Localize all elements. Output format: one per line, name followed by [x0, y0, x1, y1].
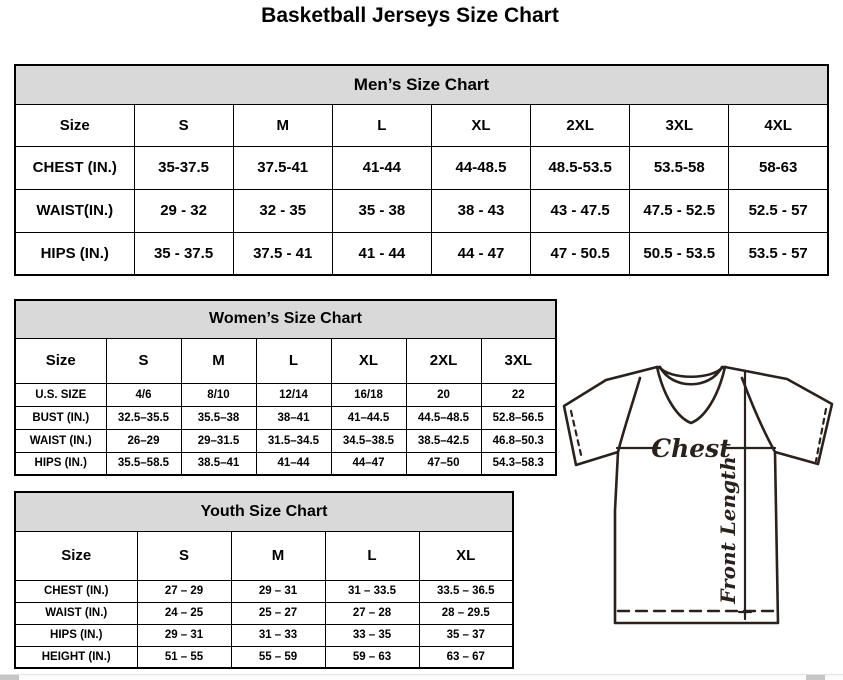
- table-cell: 32.5–35.5: [106, 406, 181, 429]
- row-label: BUST (IN.): [15, 406, 106, 429]
- table-cell: 28 – 29.5: [419, 602, 513, 624]
- table-cell: 29–31.5: [181, 429, 256, 452]
- table-cell: 29 – 31: [137, 624, 231, 646]
- jersey-left-seam: [618, 378, 640, 452]
- table-cell: 26–29: [106, 429, 181, 452]
- table-cell: 55 – 59: [231, 646, 325, 668]
- column-header: S: [134, 104, 233, 146]
- table-cell: 38–41: [256, 406, 331, 429]
- table-row: [15, 646, 513, 668]
- table-cell: 47–50: [406, 452, 481, 475]
- table-cell: 8/10: [181, 383, 256, 406]
- table-cell: 51 – 55: [137, 646, 231, 668]
- table-row: [15, 602, 513, 624]
- table-cell: 35.5–38: [181, 406, 256, 429]
- table-cell: 53.5-58: [630, 146, 729, 189]
- table-cell: 35 - 37.5: [134, 232, 233, 275]
- table-cell: 33.5 – 36.5: [419, 580, 513, 602]
- row-label: HIPS (IN.): [15, 232, 134, 275]
- column-header: 2XL: [406, 338, 481, 383]
- table-cell: 27 – 29: [137, 580, 231, 602]
- table-row: [15, 624, 513, 646]
- table-cell: 35-37.5: [134, 146, 233, 189]
- table-cell: 35.5–58.5: [106, 452, 181, 475]
- scrollbar-left-button[interactable]: [0, 675, 19, 680]
- table-row: [15, 452, 556, 475]
- row-label: U.S. SIZE: [15, 383, 106, 406]
- table-title: Men’s Size Chart: [15, 65, 828, 104]
- front-length-label: Front Length: [716, 456, 740, 604]
- table-cell: 54.3–58.3: [481, 452, 556, 475]
- table-cell: 12/14: [256, 383, 331, 406]
- column-header: 3XL: [630, 104, 729, 146]
- column-header: L: [256, 338, 331, 383]
- table-cell: 52.8–56.5: [481, 406, 556, 429]
- table-row: [15, 146, 828, 189]
- table-cell: 31.5–34.5: [256, 429, 331, 452]
- table-cell: 16/18: [331, 383, 406, 406]
- table-cell: 53.5 - 57: [729, 232, 828, 275]
- jersey-measurement-diagram: [556, 360, 843, 630]
- table-cell: 48.5-53.5: [531, 146, 630, 189]
- table-cell: 32 - 35: [233, 189, 332, 232]
- column-header: L: [332, 104, 431, 146]
- jersey-outline: [564, 367, 832, 623]
- chest-label: Chest: [651, 434, 731, 463]
- table-cell: 44.5–48.5: [406, 406, 481, 429]
- column-header: 4XL: [729, 104, 828, 146]
- jersey-collar-band-inner: [659, 367, 723, 377]
- table-cell: 47.5 - 52.5: [630, 189, 729, 232]
- table-cell: 44-48.5: [431, 146, 530, 189]
- table-cell: 63 – 67: [419, 646, 513, 668]
- table-cell: 58-63: [729, 146, 828, 189]
- column-header: M: [233, 104, 332, 146]
- mens-size-table: [14, 64, 829, 276]
- table-cell: 41 - 44: [332, 232, 431, 275]
- table-cell: 22: [481, 383, 556, 406]
- table-title: Women’s Size Chart: [15, 300, 556, 338]
- table-row: [15, 580, 513, 602]
- table-row: [15, 232, 828, 275]
- table-cell: 38.5–41: [181, 452, 256, 475]
- table-cell: 44 - 47: [431, 232, 530, 275]
- table-row: [15, 383, 556, 406]
- column-header: L: [325, 531, 419, 580]
- column-header: Size: [15, 338, 106, 383]
- table-cell: 41–44.5: [331, 406, 406, 429]
- column-header: XL: [431, 104, 530, 146]
- table-cell: 38.5–42.5: [406, 429, 481, 452]
- table-cell: 34.5–38.5: [331, 429, 406, 452]
- row-label: HEIGHT (IN.): [15, 646, 137, 668]
- table-cell: 33 – 35: [325, 624, 419, 646]
- column-header: 3XL: [481, 338, 556, 383]
- table-cell: 31 – 33.5: [325, 580, 419, 602]
- table-cell: 29 – 31: [231, 580, 325, 602]
- row-label: WAIST (IN.): [15, 602, 137, 624]
- row-label: CHEST (IN.): [15, 580, 137, 602]
- jersey-right-seam: [742, 378, 775, 452]
- womens-size-table: [14, 299, 557, 476]
- table-cell: 50.5 - 53.5: [630, 232, 729, 275]
- row-label: HIPS (IN.): [15, 624, 137, 646]
- page-title: Basketball Jerseys Size Chart: [261, 4, 559, 27]
- table-cell: 24 – 25: [137, 602, 231, 624]
- table-cell: 52.5 - 57: [729, 189, 828, 232]
- table-cell: 37.5 - 41: [233, 232, 332, 275]
- table-cell: 35 – 37: [419, 624, 513, 646]
- column-header: XL: [419, 531, 513, 580]
- table-row: [15, 429, 556, 452]
- table-cell: 35 - 38: [332, 189, 431, 232]
- table-cell: 25 – 27: [231, 602, 325, 624]
- column-header: XL: [331, 338, 406, 383]
- row-label: WAIST(IN.): [15, 189, 134, 232]
- column-header: S: [137, 531, 231, 580]
- table-cell: 27 – 28: [325, 602, 419, 624]
- column-header: M: [181, 338, 256, 383]
- table-cell: 59 – 63: [325, 646, 419, 668]
- table-cell: 44–47: [331, 452, 406, 475]
- column-header: S: [106, 338, 181, 383]
- row-label: CHEST (IN.): [15, 146, 134, 189]
- table-cell: 4/6: [106, 383, 181, 406]
- table-cell: 37.5-41: [233, 146, 332, 189]
- table-cell: 43 - 47.5: [531, 189, 630, 232]
- table-cell: 47 - 50.5: [531, 232, 630, 275]
- column-header: Size: [15, 531, 137, 580]
- table-cell: 38 - 43: [431, 189, 530, 232]
- table-cell: 41–44: [256, 452, 331, 475]
- table-cell: 29 - 32: [134, 189, 233, 232]
- horizontal-scrollbar[interactable]: [0, 674, 843, 679]
- table-title: Youth Size Chart: [15, 492, 513, 531]
- column-header: Size: [15, 104, 134, 146]
- youth-size-table: [14, 491, 514, 669]
- table-cell: 41-44: [332, 146, 431, 189]
- column-header: 2XL: [531, 104, 630, 146]
- table-row: [15, 189, 828, 232]
- column-header: M: [231, 531, 325, 580]
- row-label: HIPS (IN.): [15, 452, 106, 475]
- table-cell: 31 – 33: [231, 624, 325, 646]
- table-cell: 20: [406, 383, 481, 406]
- scrollbar-right-button[interactable]: [806, 675, 825, 680]
- table-cell: 46.8–50.3: [481, 429, 556, 452]
- table-row: [15, 406, 556, 429]
- row-label: WAIST (IN.): [15, 429, 106, 452]
